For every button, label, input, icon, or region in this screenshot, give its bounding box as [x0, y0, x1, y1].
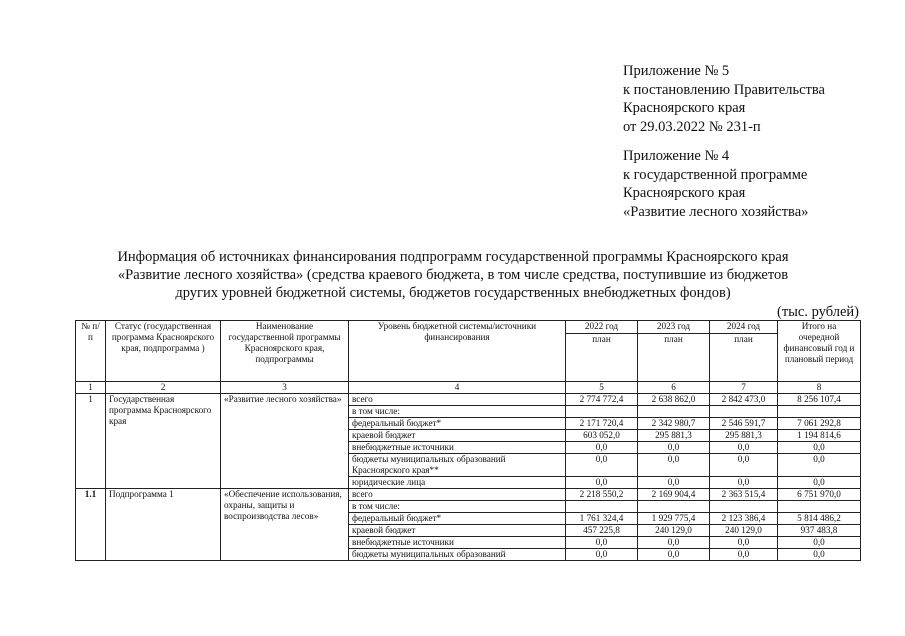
value-total: 6 751 970,0 [778, 489, 861, 501]
level-cell: юридические лица [349, 477, 566, 489]
level-cell: в том числе: [349, 501, 566, 513]
appendix-line: Приложение № 5 [623, 63, 730, 79]
value-2022: 0,0 [566, 454, 638, 477]
document-title [60, 248, 846, 302]
year-plan: план [734, 334, 753, 344]
header-year-2022 [566, 321, 638, 382]
value-total: 0,0 [778, 477, 861, 489]
value-2022: 0,0 [566, 477, 638, 489]
year-plan: план [592, 334, 611, 344]
value-2022 [566, 406, 638, 418]
units-label: (тыс. рублей) [777, 304, 859, 320]
value-2023: 295 881,3 [638, 430, 710, 442]
value-2022: 0,0 [566, 537, 638, 549]
value-2023: 0,0 [638, 442, 710, 454]
value-2024: 0,0 [710, 477, 778, 489]
value-2022: 457 225,8 [566, 525, 638, 537]
column-index-row [76, 382, 861, 394]
value-2023: 0,0 [638, 549, 710, 561]
appendix-line: Красноярского края [623, 185, 746, 201]
value-2024: 0,0 [710, 549, 778, 561]
index-cell: 4 [349, 382, 566, 394]
value-2024: 2 123 386,4 [710, 513, 778, 525]
value-2022: 2 171 720,4 [566, 418, 638, 430]
appendix-line: от 29.03.2022 № 231-п [623, 118, 761, 135]
appendix-4-block [623, 147, 808, 221]
value-2024: 0,0 [710, 442, 778, 454]
header-name: Наименование государственной программы Красноярского края, подпрограммы [221, 321, 349, 382]
level-cell: внебюджетные источники [349, 537, 566, 549]
header-year-2023 [638, 321, 710, 382]
value-2023: 2 169 904,4 [638, 489, 710, 501]
title-line: других уровней бюджетной системы, бюджетов государственных внебюджетных фондов) [175, 285, 731, 301]
title-line: «Развитие лесного хозяйства» (средства краевого бюджета, в том числе средства, поступившие из бюджетов [117, 267, 789, 283]
index-cell: 2 [106, 382, 221, 394]
header-total: Итого на очередной финансовый год и плановый период [778, 321, 861, 382]
value-2023 [638, 406, 710, 418]
level-cell: всего [349, 489, 566, 501]
table-header-row [76, 321, 861, 382]
table-row [76, 489, 861, 501]
header-status: Статус (государственная программа Красноярского края, подпрограмма ) [106, 321, 221, 382]
value-2023: 2 342 980,7 [638, 418, 710, 430]
index-cell: 3 [221, 382, 349, 394]
value-2023 [638, 501, 710, 513]
value-total [778, 501, 861, 513]
value-2024: 0,0 [710, 537, 778, 549]
index-cell: 1 [76, 382, 106, 394]
value-total: 0,0 [778, 549, 861, 561]
table-row [76, 394, 861, 406]
value-total: 0,0 [778, 537, 861, 549]
value-2022 [566, 501, 638, 513]
value-2022: 1 761 324,4 [566, 513, 638, 525]
value-2023: 1 929 775,4 [638, 513, 710, 525]
level-cell: всего [349, 394, 566, 406]
level-cell: бюджеты муниципальных образований [349, 549, 566, 561]
header-num: № п/п [76, 321, 106, 382]
level-cell: внебюджетные источники [349, 442, 566, 454]
header-level: Уровень бюджетной системы/источники финансирования [349, 321, 566, 382]
year-plan: план [664, 334, 683, 344]
value-total: 0,0 [778, 442, 861, 454]
row-num: 1.1 [76, 489, 106, 561]
row-status: Государственная программа Красноярского края [106, 394, 221, 489]
value-total: 937 483,8 [778, 525, 861, 537]
appendix-line: к государственной программе [623, 166, 808, 183]
appendix-line: Красноярского края [623, 100, 746, 116]
value-total [778, 406, 861, 418]
value-2022: 2 774 772,4 [566, 394, 638, 406]
value-2022: 0,0 [566, 442, 638, 454]
financing-table [75, 320, 861, 561]
index-cell: 7 [710, 382, 778, 394]
title-line: Информация об источниках финансирования подпрограмм государственной программы Красноярского края [117, 249, 789, 265]
appendix-5-block [623, 62, 825, 136]
row-name: «Развитие лесного хозяйства» [221, 394, 349, 489]
value-2022: 0,0 [566, 549, 638, 561]
year-label: 2022 год [566, 321, 637, 334]
level-cell: в том числе: [349, 406, 566, 418]
value-2023: 0,0 [638, 477, 710, 489]
row-status: Подпрограмма 1 [106, 489, 221, 561]
value-2024: 2 842 473,0 [710, 394, 778, 406]
value-2024: 240 129,0 [710, 525, 778, 537]
value-2024 [710, 501, 778, 513]
level-cell: федеральный бюджет* [349, 513, 566, 525]
value-2022: 2 218 550,2 [566, 489, 638, 501]
value-2024: 295 881,3 [710, 430, 778, 442]
row-num: 1 [76, 394, 106, 489]
year-label: 2024 год [710, 321, 777, 334]
index-cell: 8 [778, 382, 861, 394]
level-cell: бюджеты муниципальных образований Красноярского края** [349, 454, 566, 477]
value-total: 7 061 292,8 [778, 418, 861, 430]
value-2024 [710, 406, 778, 418]
value-2023: 2 638 862,0 [638, 394, 710, 406]
value-total: 1 194 814,6 [778, 430, 861, 442]
appendix-line: «Развитие лесного хозяйства» [623, 203, 809, 220]
appendix-line: Приложение № 4 [623, 148, 730, 164]
value-2023: 0,0 [638, 454, 710, 477]
year-label: 2023 год [638, 321, 709, 334]
level-cell: краевой бюджет [349, 525, 566, 537]
value-2023: 0,0 [638, 537, 710, 549]
row-name: «Обеспечение использования, охраны, защиты и воспроизводства лесов» [221, 489, 349, 561]
value-2023: 240 129,0 [638, 525, 710, 537]
level-cell: федеральный бюджет* [349, 418, 566, 430]
value-total: 8 256 107,4 [778, 394, 861, 406]
level-cell: краевой бюджет [349, 430, 566, 442]
value-2024: 2 546 591,7 [710, 418, 778, 430]
value-2022: 603 052,0 [566, 430, 638, 442]
index-cell: 6 [638, 382, 710, 394]
index-cell: 5 [566, 382, 638, 394]
value-total: 5 814 486,2 [778, 513, 861, 525]
header-year-2024 [710, 321, 778, 382]
value-total: 0,0 [778, 454, 861, 477]
appendix-line: к постановлению Правительства [623, 81, 825, 98]
value-2024: 0,0 [710, 454, 778, 477]
value-2024: 2 363 515,4 [710, 489, 778, 501]
